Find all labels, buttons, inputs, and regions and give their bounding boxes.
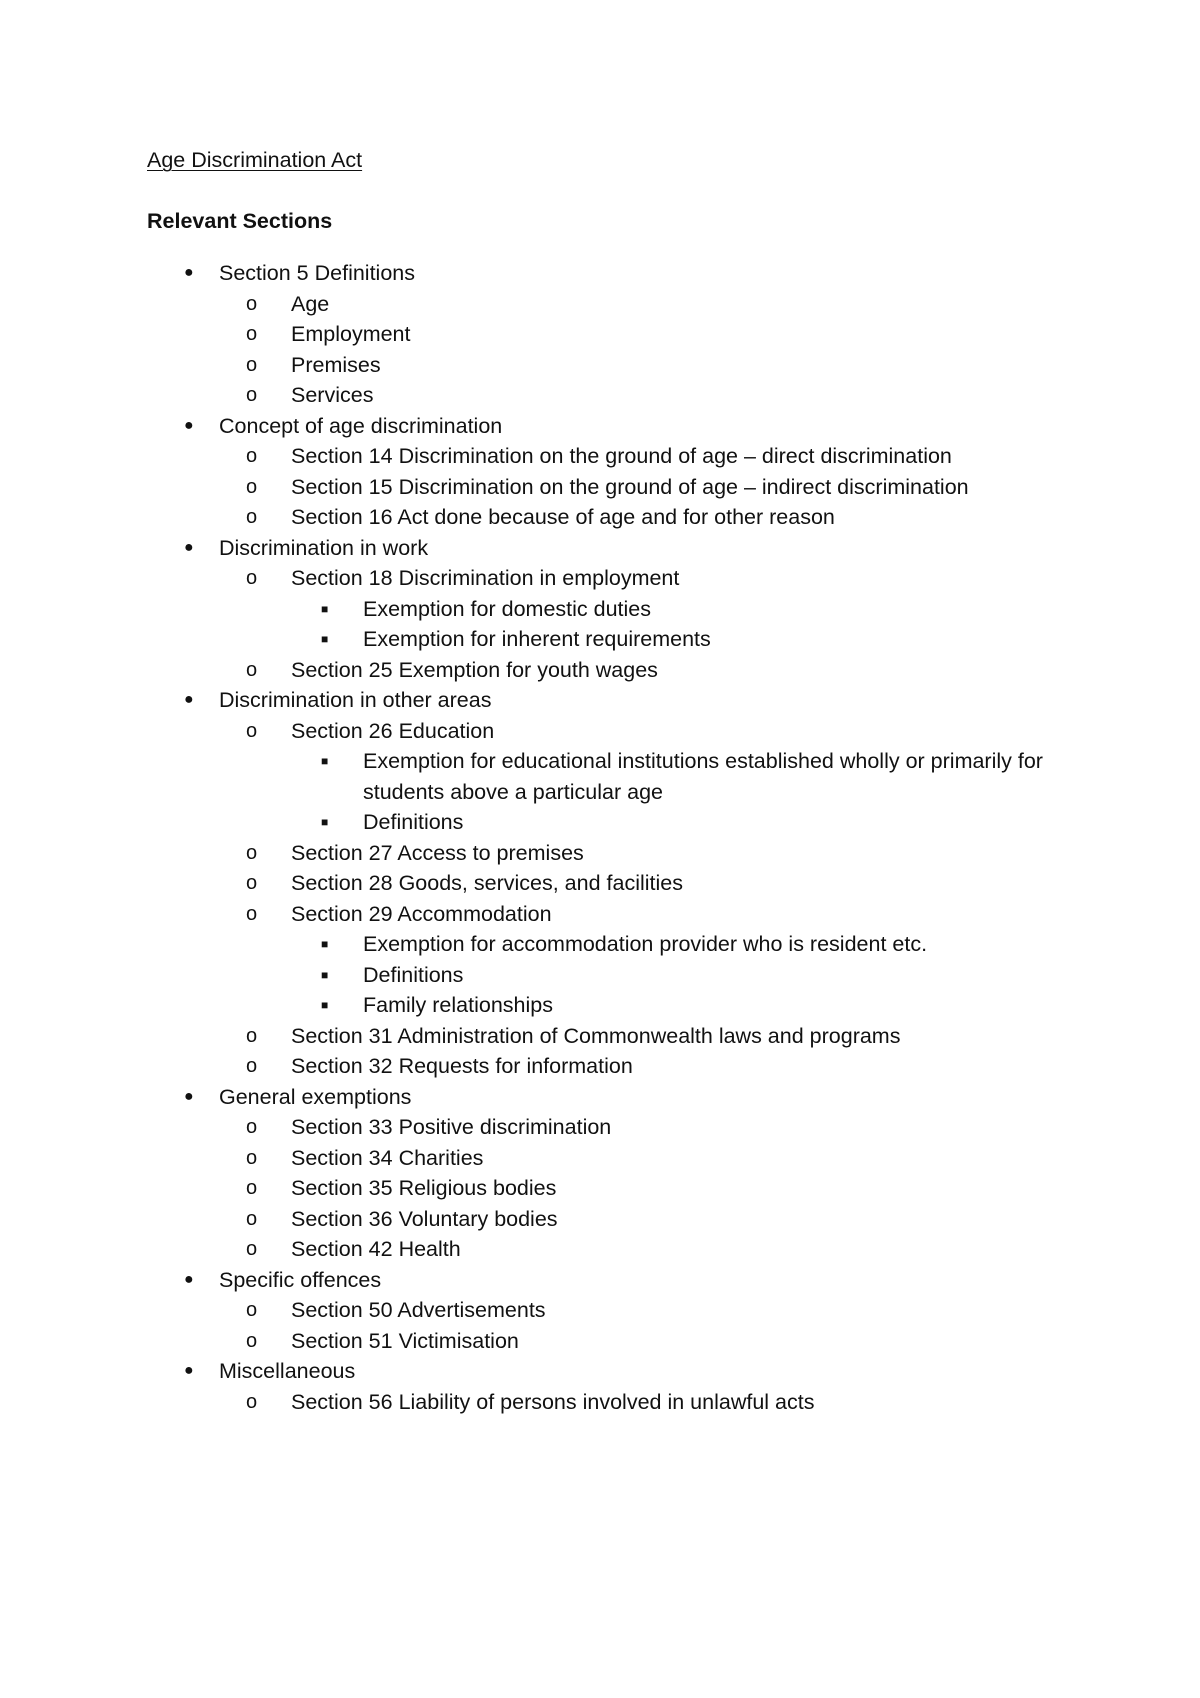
circle-marker: o — [246, 1238, 258, 1260]
outline-subitem — [219, 1143, 1087, 1174]
outline-item — [147, 1265, 1087, 1357]
outline-subitem — [219, 472, 1087, 503]
outline-sublist — [219, 441, 1087, 533]
outline-item — [147, 411, 1087, 533]
square-marker: ■ — [321, 601, 329, 616]
outline-subitem — [219, 1326, 1087, 1357]
outline-item-label: Section 27 Access to premises — [291, 840, 584, 865]
square-marker: ■ — [321, 632, 329, 646]
outline-subitem — [219, 1051, 1087, 1082]
outline-item-label: General exemptions — [219, 1084, 412, 1109]
outline-subitem — [219, 1021, 1087, 1052]
outline-sublist — [291, 929, 1087, 1021]
outline-item-label: Section 14 Discrimination on the ground of age – direct discrimination — [291, 444, 952, 468]
outline-subitem — [219, 350, 1087, 381]
outline-sublist — [291, 746, 1087, 838]
outline-subitem — [219, 1173, 1087, 1204]
outline-subitem — [219, 1204, 1087, 1235]
outline-subsubitem — [291, 807, 1087, 838]
outline-sublist — [219, 1387, 1087, 1418]
outline-subsubitem — [291, 594, 1087, 625]
outline-item-label: Section 50 Advertisements — [291, 1298, 546, 1322]
outline-subitem — [219, 563, 1087, 655]
outline-item — [147, 1356, 1087, 1417]
circle-marker: o — [246, 902, 258, 925]
outline-item-label: Section 51 Victimisation — [291, 1328, 519, 1353]
outline-item-label: Exemption for accommodation provider who is resident etc. — [363, 932, 928, 956]
bullet-marker: ● — [184, 1270, 194, 1288]
outline-item-label: Definitions — [363, 810, 464, 834]
outline-item-label: Section 42 Health — [291, 1237, 461, 1261]
square-marker: ■ — [321, 754, 329, 768]
outline-subsubitem — [291, 624, 1087, 655]
circle-marker: o — [246, 841, 258, 864]
outline-item — [147, 1082, 1087, 1265]
outline-list — [147, 258, 1087, 1417]
outline-sublist — [291, 594, 1087, 655]
outline-item-label: Discrimination in other areas — [219, 688, 492, 712]
bullet-marker: ● — [184, 416, 194, 434]
square-marker: ■ — [321, 967, 329, 982]
outline-item-label: Specific offences — [219, 1267, 382, 1292]
bullet-marker: ● — [184, 691, 194, 708]
outline-item-label: Section 29 Accommodation — [291, 901, 552, 926]
bullet-marker: ● — [184, 1087, 194, 1105]
outline-subitem — [219, 868, 1087, 899]
circle-marker: o — [246, 1390, 258, 1413]
square-marker: ■ — [321, 937, 329, 951]
outline-subitem — [219, 289, 1087, 320]
outline-subitem — [219, 838, 1087, 869]
circle-marker: o — [246, 1329, 258, 1352]
circle-marker: o — [246, 1177, 258, 1199]
outline-subsubitem — [291, 960, 1087, 991]
outline-subitem — [219, 502, 1087, 533]
circle-marker: o — [246, 872, 258, 894]
outline-item-label: Section 28 Goods, services, and facilities — [291, 871, 683, 895]
circle-marker: o — [246, 567, 258, 589]
outline-item-label: Section 36 Voluntary bodies — [291, 1206, 558, 1231]
outline-item — [147, 258, 1087, 411]
outline-item-label: Section 56 Liability of persons involved in unlawful acts — [291, 1389, 815, 1414]
circle-marker: o — [246, 1024, 258, 1047]
circle-marker: o — [246, 384, 258, 406]
outline-item-label: Section 5 Definitions — [219, 261, 415, 285]
outline-item — [147, 685, 1087, 1082]
document-title: Age Discrimination Act — [147, 148, 363, 172]
outline-sublist — [219, 1112, 1087, 1265]
outline-subitem — [219, 1112, 1087, 1143]
outline-item-label: Premises — [291, 352, 381, 377]
outline-subitem — [219, 655, 1087, 686]
circle-marker: o — [246, 475, 258, 498]
outline-sublist — [219, 716, 1087, 1082]
circle-marker: o — [246, 1146, 258, 1169]
circle-marker: o — [246, 506, 258, 528]
outline-item-label: Section 16 Act done because of age and for other reason — [291, 505, 835, 529]
circle-marker: o — [246, 445, 258, 467]
circle-marker: o — [246, 353, 258, 376]
outline-sublist — [219, 289, 1087, 411]
circle-marker: o — [246, 292, 258, 315]
square-marker: ■ — [321, 998, 329, 1012]
outline-subitem — [219, 716, 1087, 838]
bullet-marker: ● — [184, 538, 194, 556]
document-body — [147, 145, 1087, 1417]
outline-item-label: Section 35 Religious bodies — [291, 1176, 557, 1200]
outline-subitem — [219, 441, 1087, 472]
bullet-marker: ● — [184, 264, 194, 281]
outline-item-label: Section 31 Administration of Commonwealth laws and programs — [291, 1023, 901, 1048]
outline-item-label: Section 34 Charities — [291, 1145, 484, 1170]
square-marker: ■ — [321, 815, 329, 829]
outline-sublist — [219, 1295, 1087, 1356]
outline-subitem — [219, 380, 1087, 411]
circle-marker: o — [246, 1055, 258, 1077]
outline-item-label: Section 25 Exemption for youth wages — [291, 657, 658, 682]
outline-subsubitem — [291, 929, 1087, 960]
circle-marker: o — [246, 323, 258, 345]
outline-sublist — [219, 563, 1087, 685]
outline-subitem — [219, 1234, 1087, 1265]
outline-subsubitem — [291, 746, 1087, 807]
outline-item-label: Age — [291, 291, 330, 316]
outline-item-label: Services — [291, 383, 374, 407]
outline-item-label: Section 15 Discrimination on the ground of age – indirect discrimination — [291, 474, 969, 499]
section-heading: Relevant Sections — [147, 208, 333, 233]
outline-item-label: Section 26 Education — [291, 718, 495, 743]
outline-item-label: Exemption for domestic duties — [363, 596, 651, 621]
outline-subitem — [219, 899, 1087, 1021]
outline-item-label: Exemption for educational institutions established wholly or primarily for students above a particular age — [363, 749, 1043, 804]
outline-item-label: Definitions — [363, 962, 464, 987]
bullet-marker: ● — [184, 1362, 194, 1379]
outline-subitem — [219, 1387, 1087, 1418]
outline-item-label: Miscellaneous — [219, 1359, 356, 1383]
outline-item-label: Section 33 Positive discrimination — [291, 1115, 612, 1139]
outline-item-label: Section 32 Requests for information — [291, 1054, 633, 1078]
circle-marker: o — [246, 1299, 258, 1321]
outline-item-label: Discrimination in work — [219, 535, 429, 560]
outline-subitem — [219, 319, 1087, 350]
outline-subsubitem — [291, 990, 1087, 1021]
outline-item-label: Family relationships — [363, 993, 553, 1017]
circle-marker: o — [246, 719, 258, 742]
outline-subitem — [219, 1295, 1087, 1326]
outline-item-label: Exemption for inherent requirements — [363, 627, 711, 651]
outline-item-label: Employment — [291, 322, 411, 346]
outline-item-label: Concept of age discrimination — [219, 413, 503, 438]
outline-item — [147, 533, 1087, 686]
circle-marker: o — [246, 1207, 258, 1230]
circle-marker: o — [246, 1116, 258, 1138]
outline-item-label: Section 18 Discrimination in employment — [291, 566, 680, 590]
circle-marker: o — [246, 658, 258, 681]
